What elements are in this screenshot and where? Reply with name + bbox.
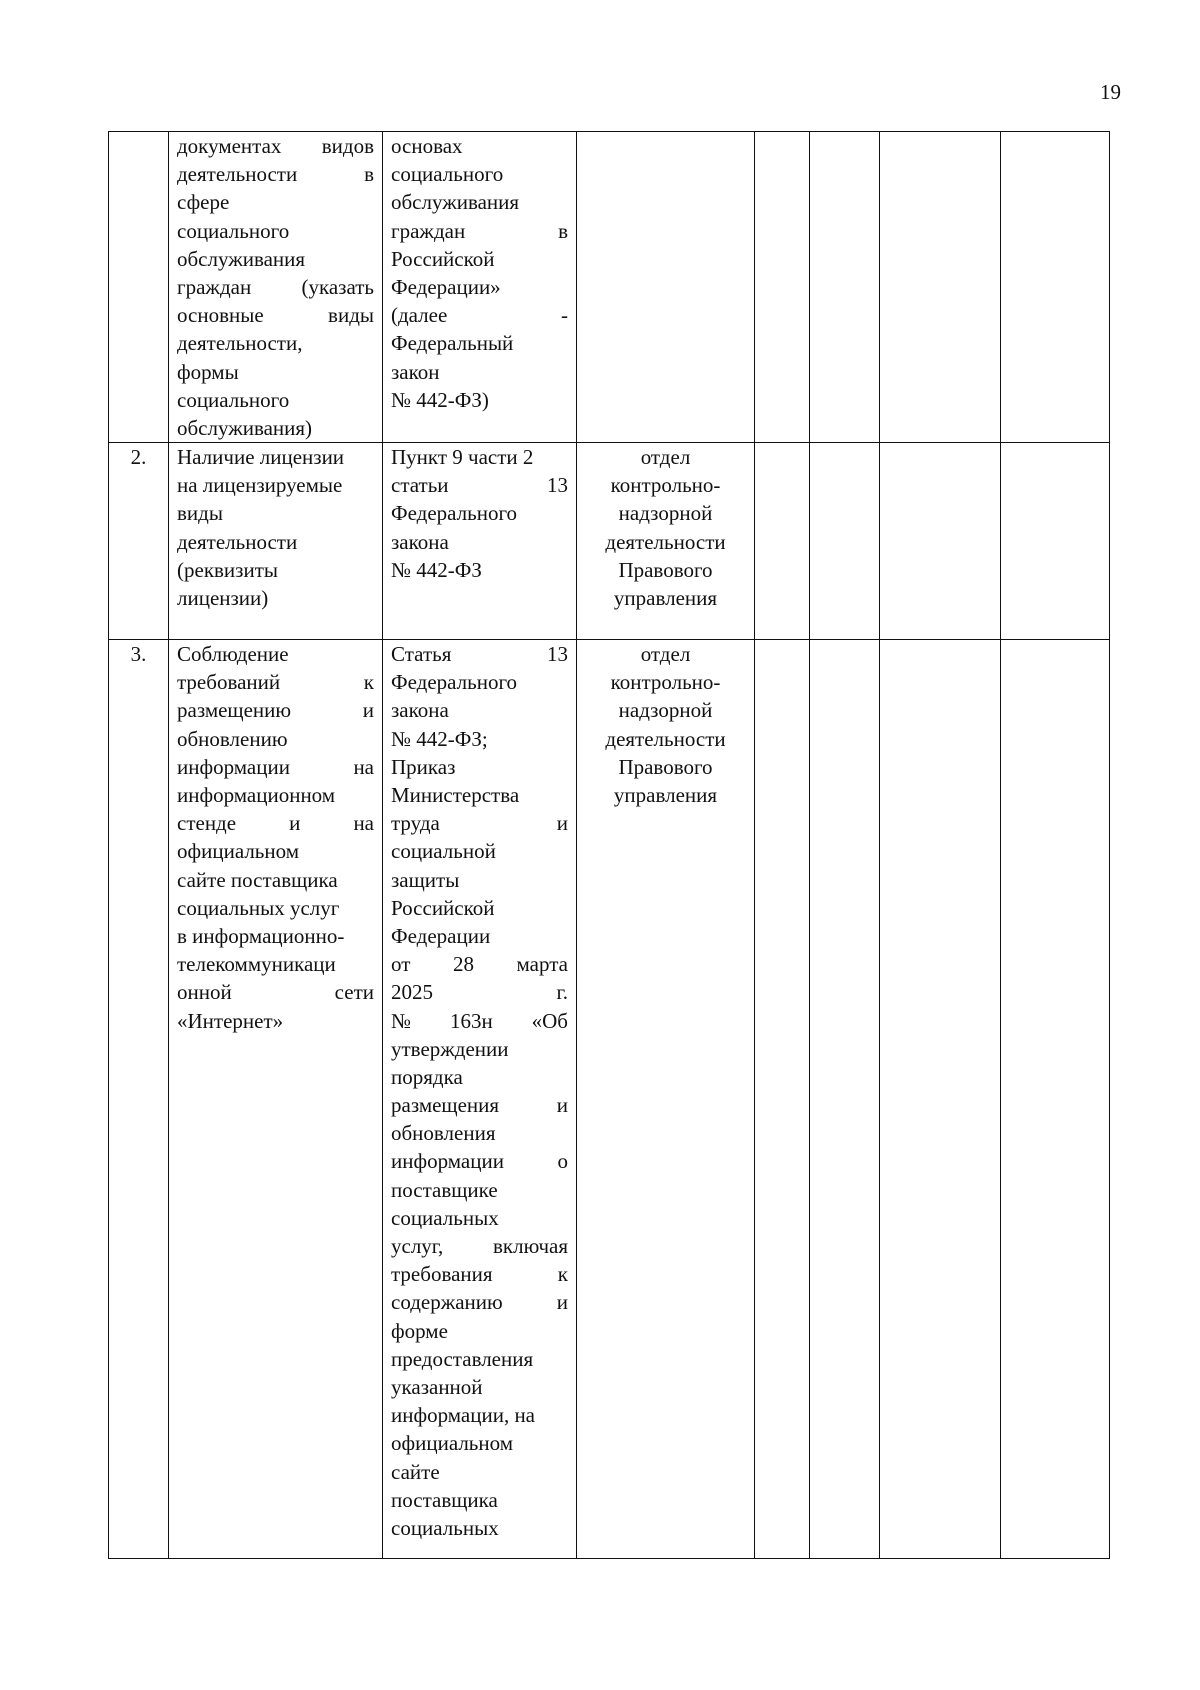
text-word: №: [391, 1008, 412, 1033]
text-line: [177, 414, 374, 442]
text-word: деятельности: [177, 162, 298, 187]
text-word: от: [391, 952, 411, 977]
text-line: [391, 978, 568, 1006]
text-line: [391, 1147, 568, 1175]
text-line: [391, 1204, 568, 1232]
text-line: [177, 978, 374, 1006]
department-text: [577, 443, 754, 612]
text-word: надзорной: [618, 698, 713, 723]
text-word: отдел: [640, 642, 691, 667]
text-word: Российской: [391, 246, 495, 271]
inspection-table: [108, 131, 1110, 1559]
text-word: требований: [177, 670, 281, 695]
text-word: порядка: [391, 1064, 463, 1089]
row-number: 2.: [130, 445, 147, 470]
text-line: [177, 922, 374, 950]
text-line: [391, 188, 568, 216]
text-word: обновления: [391, 1121, 496, 1146]
text-word: Правового: [618, 557, 713, 582]
text-line: [177, 866, 374, 894]
table-row: [109, 132, 1110, 443]
empty-cell: [810, 640, 880, 1559]
empty-cell: [880, 443, 1001, 640]
department-cell: [577, 132, 755, 443]
text-word: обновлению: [177, 726, 288, 751]
text-line: [177, 273, 374, 301]
text-line: [585, 696, 746, 724]
text-line: [585, 753, 746, 781]
text-word: лицензии): [177, 586, 269, 610]
text-line: [177, 640, 374, 668]
text-word: контрольно-: [610, 473, 721, 498]
text-word: Наличие лицензии: [177, 445, 345, 470]
text-line: [177, 781, 374, 809]
text-line: [391, 1458, 568, 1486]
text-line: [391, 471, 568, 499]
page-number: 19: [1100, 80, 1121, 104]
text-line: [391, 1345, 568, 1373]
text-line: [585, 725, 746, 753]
text-word: граждан: [177, 274, 252, 299]
text-word: контрольно-: [610, 670, 721, 695]
text-line: [177, 1007, 374, 1035]
text-word: информации: [177, 754, 290, 779]
text-word: Статья: [391, 642, 452, 667]
text-line: [177, 443, 374, 471]
text-line: [391, 1232, 568, 1260]
text-word: на: [353, 754, 374, 779]
text-word: основах: [391, 134, 463, 158]
requirement-cell: [169, 443, 383, 640]
empty-cell: [755, 443, 810, 640]
text-line: [391, 809, 568, 837]
text-line: [177, 584, 374, 612]
text-word: информационном: [177, 783, 336, 807]
row-number-cell: [109, 640, 169, 1559]
text-line: [391, 866, 568, 894]
requirement-cell: [169, 640, 383, 1559]
text-line: [585, 584, 746, 612]
empty-cell: [1001, 443, 1110, 640]
text-word: на: [353, 811, 374, 836]
text-word: № 442-ФЗ;: [391, 726, 488, 751]
text-line: [585, 640, 746, 668]
department-text: [577, 640, 754, 809]
text-line: [391, 273, 568, 301]
text-line: [177, 725, 374, 753]
text-word: марта: [516, 952, 568, 977]
text-line: [391, 443, 568, 471]
empty-cell: [1001, 132, 1110, 443]
text-line: [391, 837, 568, 865]
text-word: сайте поставщика: [177, 867, 338, 892]
legal-basis-text: [383, 640, 576, 1542]
text-word: обслуживания): [177, 415, 313, 440]
text-word: надзорной: [618, 501, 713, 526]
text-word: виды: [328, 303, 374, 328]
empty-cell: [755, 640, 810, 1559]
empty-cell: [880, 640, 1001, 1559]
text-line: [391, 1486, 568, 1514]
department-cell: [577, 443, 755, 640]
text-line: [391, 696, 568, 724]
text-line: [391, 386, 568, 414]
text-line: [391, 753, 568, 781]
text-line: [585, 668, 746, 696]
text-word: Пункт 9 части 2: [391, 445, 534, 470]
text-word: № 442-ФЗ): [391, 387, 489, 412]
text-word: социальных: [391, 1515, 499, 1540]
text-word: 28: [452, 952, 474, 977]
text-word: деятельности: [605, 529, 726, 554]
text-word: к: [363, 670, 374, 695]
text-word: деятельности,: [177, 331, 303, 356]
requirement-text: [169, 132, 382, 442]
empty-cell: [755, 132, 810, 443]
text-word: 2025: [391, 980, 433, 1005]
text-word: социального: [177, 218, 290, 243]
requirement-text: [169, 443, 382, 612]
empty-cell: [1001, 640, 1110, 1559]
requirement-text: [169, 640, 382, 1035]
text-word: предоставления: [391, 1346, 534, 1371]
text-word: виды: [177, 501, 223, 526]
text-word: Федеральный: [391, 331, 514, 356]
text-line: [391, 301, 568, 329]
text-line: [177, 132, 374, 160]
text-line: [391, 1401, 568, 1429]
text-line: [391, 245, 568, 273]
text-line: [391, 894, 568, 922]
text-word: Федерации: [391, 923, 491, 948]
empty-cell: [810, 132, 880, 443]
text-word: официальном: [177, 839, 300, 864]
legal-basis-cell: [383, 132, 577, 443]
text-word: и: [556, 1290, 568, 1315]
text-line: [177, 301, 374, 329]
text-word: к: [557, 1262, 568, 1287]
text-word: и: [556, 1093, 568, 1118]
text-word: сети: [334, 980, 374, 1005]
text-line: [177, 950, 374, 978]
text-line: [585, 499, 746, 527]
text-word: № 442-ФЗ: [391, 557, 482, 582]
row-number: 3.: [130, 642, 147, 667]
text-word: стенде: [177, 811, 237, 836]
text-line: [391, 499, 568, 527]
text-line: [391, 1063, 568, 1091]
text-word: поставщике: [391, 1177, 498, 1202]
text-line: [391, 329, 568, 357]
text-line: [391, 358, 568, 386]
text-word: обслуживания: [177, 246, 306, 271]
requirement-cell: [169, 132, 383, 443]
text-line: [177, 556, 374, 584]
text-line: [391, 160, 568, 188]
text-word: социальной: [391, 839, 496, 864]
text-word: закона: [391, 698, 449, 723]
legal-basis-cell: [383, 640, 577, 1559]
text-line: [391, 1373, 568, 1401]
row-number-cell: [109, 132, 169, 443]
text-line: [177, 809, 374, 837]
text-word: деятельности: [177, 529, 298, 554]
text-word: труда: [391, 811, 440, 836]
text-word: о: [557, 1149, 568, 1174]
text-word: и: [556, 811, 568, 836]
text-word: социального: [177, 387, 290, 412]
text-line: [391, 1035, 568, 1063]
text-word: и: [289, 811, 301, 836]
text-word: официальном: [391, 1431, 514, 1456]
text-word: защиты: [391, 867, 460, 892]
text-line: [177, 188, 374, 216]
text-word: статьи: [391, 473, 449, 498]
text-word: в: [364, 162, 374, 187]
text-line: [177, 160, 374, 188]
text-line: [391, 528, 568, 556]
text-line: [177, 894, 374, 922]
text-line: [391, 781, 568, 809]
text-word: 13: [547, 642, 568, 667]
text-line: [585, 781, 746, 809]
text-word: «Об: [531, 1008, 568, 1033]
text-word: содержанию: [391, 1290, 503, 1315]
text-word: основные: [177, 303, 264, 328]
text-word: обслуживания: [391, 190, 520, 215]
text-line: [585, 528, 746, 556]
text-word: управления: [613, 586, 718, 610]
text-word: социальных услуг: [177, 895, 340, 920]
text-line: [391, 1429, 568, 1457]
text-word: телекоммуникаци: [177, 952, 336, 977]
text-word: размещению: [177, 698, 292, 723]
text-word: «Интернет»: [177, 1008, 284, 1033]
legal-basis-cell: [383, 443, 577, 640]
text-word: размещения: [391, 1093, 500, 1118]
text-line: [391, 132, 568, 160]
text-line: [391, 1514, 568, 1542]
text-word: Соблюдение: [177, 642, 289, 667]
text-word: сайте: [391, 1459, 440, 1484]
text-line: [177, 499, 374, 527]
text-word: деятельности: [605, 726, 726, 751]
text-word: г.: [556, 980, 568, 1005]
text-word: Правового: [618, 754, 713, 779]
text-word: поставщика: [391, 1487, 498, 1512]
text-word: Приказ: [391, 754, 456, 779]
text-line: [177, 668, 374, 696]
text-word: (указать: [301, 274, 374, 299]
text-word: информации, на: [391, 1403, 536, 1428]
text-word: в: [558, 218, 568, 243]
text-word: документах: [177, 134, 282, 158]
text-line: [391, 950, 568, 978]
text-word: информации: [391, 1149, 504, 1174]
empty-cell: [880, 132, 1001, 443]
text-line: [391, 556, 568, 584]
text-line: [177, 386, 374, 414]
text-word: социального: [391, 162, 504, 187]
text-line: [177, 245, 374, 273]
text-word: форме: [391, 1318, 448, 1343]
text-line: [177, 217, 374, 245]
text-line: [391, 922, 568, 950]
text-line: [391, 1091, 568, 1119]
text-line: [585, 556, 746, 584]
text-line: [391, 1288, 568, 1316]
text-word: -: [561, 303, 568, 328]
text-word: (далее: [391, 303, 448, 328]
table-row: [109, 640, 1110, 1559]
text-word: Российской: [391, 895, 495, 920]
text-word: указанной: [391, 1374, 483, 1399]
text-word: видов: [321, 134, 374, 158]
text-word: Министерства: [391, 783, 520, 807]
text-line: [391, 725, 568, 753]
text-line: [177, 528, 374, 556]
text-word: онной: [177, 980, 232, 1005]
empty-cell: [810, 443, 880, 640]
text-line: [585, 471, 746, 499]
text-word: включая: [492, 1234, 568, 1258]
text-word: услуг,: [391, 1234, 444, 1258]
legal-basis-text: [383, 132, 576, 414]
text-word: закона: [391, 529, 449, 554]
text-word: Федерального: [391, 670, 518, 695]
text-line: [391, 1317, 568, 1345]
text-word: на лицензируемые: [177, 473, 343, 498]
text-line: [177, 471, 374, 499]
text-word: и: [362, 698, 374, 723]
text-word: Федерации»: [391, 274, 501, 299]
text-word: требования: [391, 1262, 493, 1287]
text-word: 163н: [449, 1008, 493, 1033]
text-line: [585, 443, 746, 471]
row-number-cell: [109, 443, 169, 640]
text-line: [391, 668, 568, 696]
text-line: [391, 1260, 568, 1288]
text-line: [177, 696, 374, 724]
text-word: сфере: [177, 190, 230, 215]
text-word: управления: [613, 783, 718, 807]
text-word: в информационно-: [177, 923, 345, 948]
text-word: социальных: [391, 1205, 499, 1230]
text-line: [391, 1176, 568, 1204]
text-line: [177, 753, 374, 781]
text-line: [391, 217, 568, 245]
text-word: граждан: [391, 218, 466, 243]
text-word: (реквизиты: [177, 557, 278, 582]
text-line: [177, 358, 374, 386]
text-word: формы: [177, 359, 239, 384]
legal-basis-text: [383, 443, 576, 584]
department-cell: [577, 640, 755, 1559]
text-line: [391, 1007, 568, 1035]
text-line: [177, 329, 374, 357]
text-line: [391, 640, 568, 668]
text-line: [391, 1119, 568, 1147]
text-word: отдел: [640, 445, 691, 470]
text-word: Федерального: [391, 501, 518, 526]
text-word: 13: [547, 473, 568, 498]
text-line: [177, 837, 374, 865]
text-word: утверждении: [391, 1036, 509, 1061]
table-row: [109, 443, 1110, 640]
text-word: закон: [391, 359, 440, 384]
